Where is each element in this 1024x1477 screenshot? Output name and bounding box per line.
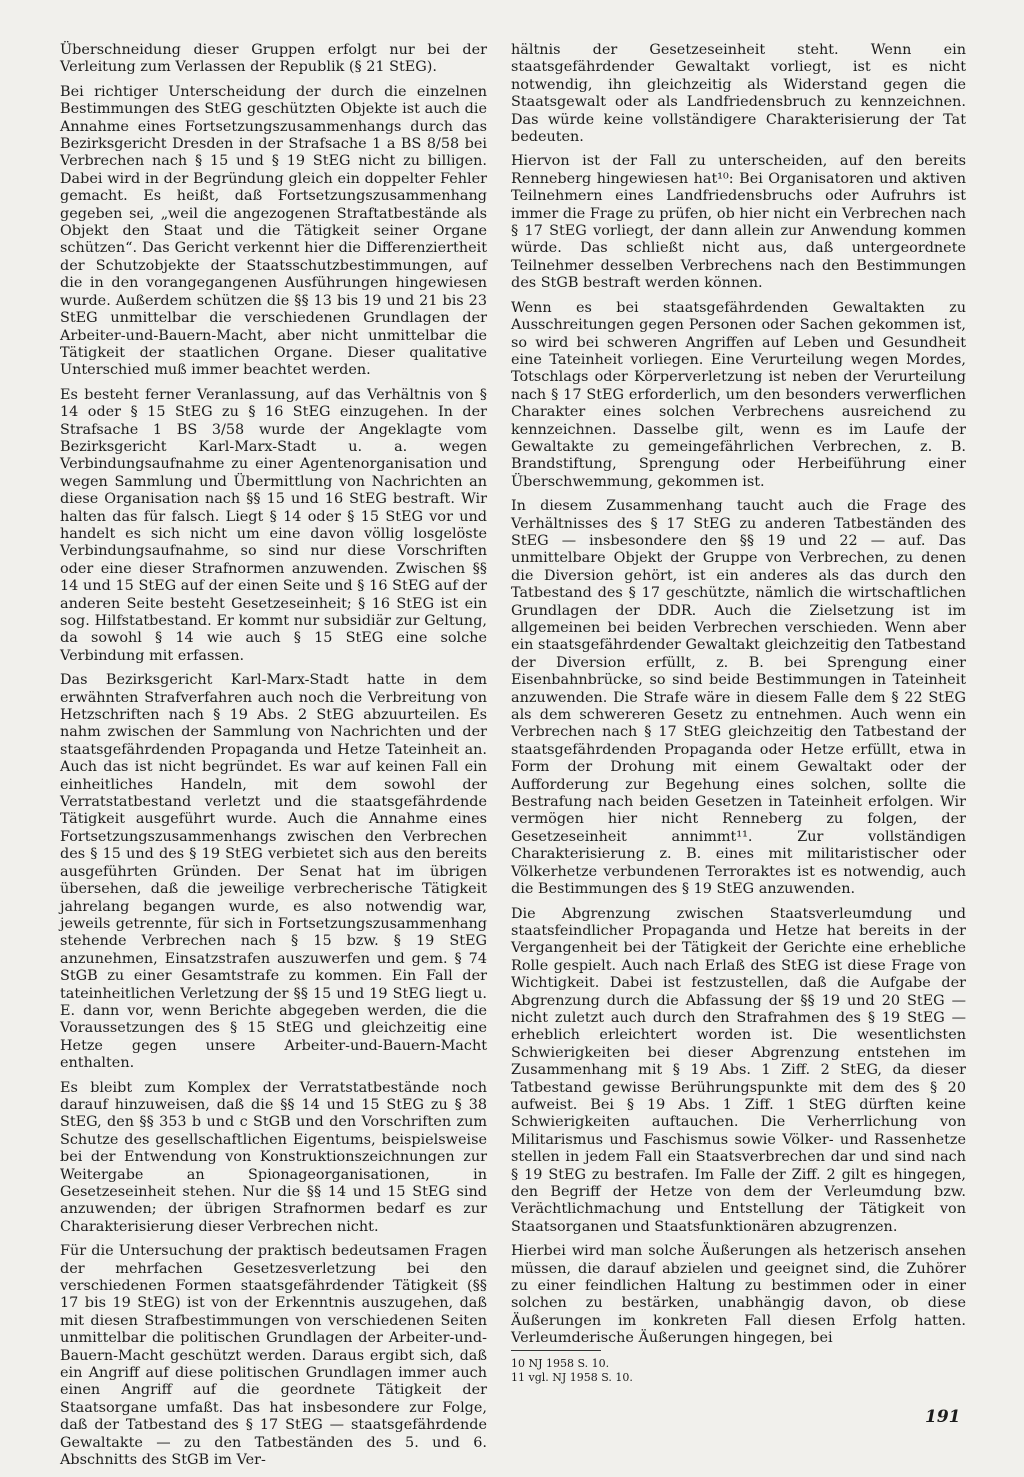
paragraph: Hierbei wird man solche Äußerungen als hetzerisch ansehen müssen, die darauf abzielen und geeignet sind, die Zuhörer zu einer feindlichen Haltung zu bestimmen oder in einer solchen zu bestärken, unabhängig davon, ob diese Äußerungen im konkreten Fall diesen Erfolg hatten. Verleumderische Äußerungen hingegen, bei <box>511 1243 966 1347</box>
paragraph: Hiervon ist der Fall zu unterscheiden, auf den bereits Renneberg hingewiesen hat¹⁰: Bei Organisatoren und aktiven Teilnehmern eines Landfriedensbruchs oder Aufruhrs ist immer die Frage zu prüfen, ob hier nicht ein Verbrechen nach § 17 StEG vorliegt, der dann allein zur Anwendung kommen würde. Das schließt nicht aus, daß untergeordnete Teilnehmer desselben Verbrechens nach den Bestimmungen des StGB bestraft werden können. <box>511 153 966 292</box>
paragraph: In diesem Zusammenhang taucht auch die Frage des Verhältnisses des § 17 StEG zu anderen Tatbeständen des StEG — insbesondere den §§ 19 und 22 — auf. Das unmittelbare Objekt der Gruppe von Verbrechen, zu denen die Diversion gehört, ist ein anderes als das durch den Tatbestand des § 17 geschützte, nämlich die wirtschaftlichen Grundlagen der DDR. Auch die Zielsetzung ist im allgemeinen bei beiden Verbrechen verschieden. Wenn aber ein staatsgefährdender Gewaltakt gleichzeitig den Tatbestand der Diversion erfüllt, z. B. bei Sprengung einer Eisenbahnbrücke, so sind beide Bestimmungen in Tateinheit anzuwenden. Die Strafe wäre in diesem Falle dem § 22 StEG als dem schwereren Gesetz zu entnehmen. Auch wenn ein Verbrechen nach § 17 StEG gleichzeitig den Tatbestand der staatsgefährdenden Propaganda oder Hetze erfüllt, etwa in Form der Drohung mit einem Gewaltakt oder der Aufforderung zur Begehung eines solchen, sollte die Bestrafung nach beiden Gesetzen in Tateinheit erfolgen. Wir vermögen hier nicht Renneberg zu folgen, der Gesetzeseinheit annimmt¹¹. Zur vollständigen Charakterisierung z. B. eines mit militaristischer oder Völkerhetze verbundenen Terroraktes ist es notwendig, auch die Bestimmungen des § 19 StEG anzuwenden. <box>511 498 966 898</box>
footnote-divider <box>511 1350 601 1351</box>
left-column <box>60 42 487 1477</box>
paragraph: Das Bezirksgericht Karl-Marx-Stadt hatte in dem erwähnten Strafverfahren auch noch die Verbreitung von Hetzschriften nach § 19 Abs. 2 StEG abzuurteilen. Es nahm zwischen der Sammlung von Nachrichten und der staatsgefährdenden Propaganda und Hetze Tateinheit an. Auch das ist nicht begründet. Es war auf keinen Fall ein einheitliches Handeln, mit dem sowohl der Verratstatbestand verletzt und die staatsgefährdende Tätigkeit ausgeführt wurde. Auch die Annahme eines Fortsetzungszusammenhangs zwischen den Verbrechen des § 15 und des § 19 StEG verbietet sich aus den bereits ausgeführten Gründen. Der Senat hat im übrigen übersehen, daß die jeweilige verbrecherische Tätigkeit jahrelang begangen wurde, es also notwendig war, jeweils getrennte, für sich in Fortsetzungszusammenhang stehende Verbrechen nach § 15 bzw. § 19 StEG anzunehmen, Einsatzstrafen auszuwerfen und gem. § 74 StGB zu einer Gesamtstrafe zu kommen. Ein Fall der tateinheitlichen Verletzung der §§ 15 und 19 StEG liegt u. E. dann vor, wenn Berichte abgegeben werden, die die Voraussetzungen des § 15 StEG und gleichzeitig eine Hetze gegen unsere Arbeiter-und-Bauern-Macht enthalten. <box>60 672 487 1072</box>
footnote: 10 NJ 1958 S. 10. <box>511 1357 610 1370</box>
right-column <box>511 42 966 1355</box>
paragraph: Bei richtiger Unterscheidung der durch die einzelnen Bestimmungen des StEG geschützten Objekte ist auch die Annahme eines Fortsetzungszusammenhangs durch das Bezirksgericht Dresden in der Strafsache 1 a BS 8/58 bei Verbrechen nach § 15 und § 19 StEG nicht zu billigen. Dabei wird in der Begründung gleich ein doppelter Fehler gemacht. Es heißt, daß Fortsetzungszusammenhang gegeben sei, „weil die angezogenen Straftatbestände als Objekt den Staat und die Tätigkeit seiner Organe schützen“. Das Gericht verkennt hier die Differenziertheit der Schutzobjekte der Staatsschutzbestimmungen, auf die in den vorangegangenen Ausführungen hingewiesen wurde. Außerdem schützen die §§ 13 bis 19 und 21 bis 23 StEG unmittelbar die verschiedenen Grundlagen der Arbeiter-und-Bauern-Macht, aber nicht unmittelbar die Tätigkeit der staatlichen Organe. Dieser qualitative Unterschied muß immer beachtet werden. <box>60 83 487 379</box>
paragraph: Die Abgrenzung zwischen Staatsverleumdung und staatsfeindlicher Propaganda und Hetze hat bereits in der Vergangenheit bei der Tätigkeit der Gerichte eine erhebliche Rolle gespielt. Auch nach Erlaß des StEG ist diese Frage von Wichtigkeit. Dabei ist festzustellen, daß die Aufgabe der Abgrenzung durch die Abfassung der §§ 19 und 20 StEG — nicht zuletzt auch durch den Strafrahmen des § 19 StEG — erheblich erleichtert worden ist. Die wesentlichsten Schwierigkeiten bei dieser Abgrenzung entstehen im Zusammenhang mit § 19 Abs. 1 Ziff. 2 StEG, da dieser Tatbestand gewisse Berührungspunkte mit dem des § 20 aufweist. Bei § 19 Abs. 1 Ziff. 1 StEG dürften keine Schwierigkeiten auftauchen. Die Verherrlichung von Militarismus und Faschismus sowie Völker- und Rassenhetze stellen in jedem Fall ein Staatsverbrechen dar und sind nach § 19 StEG zu bestrafen. Im Falle der Ziff. 2 gilt es hingegen, den Begriff der Hetze von dem der Verleumdung bzw. Verächtlichmachung und Entstellung der Tätigkeit von Staatsorganen und Staatsfunktionären abzugrenzen. <box>511 905 966 1235</box>
paragraph: Für die Untersuchung der praktisch bedeutsamen Fragen der mehrfachen Gesetzesverletzung bei den verschiedenen Formen staatsgefährdender Tätigkeit (§§ 17 bis 19 StEG) ist von der Erkenntnis auszugehen, daß mit diesen Strafbestimmungen von verschiedenen Seiten unmittelbar die politischen Grundlagen der Arbeiter-und-Bauern-Macht geschützt werden. Daraus ergibt sich, daß ein Angriff auf diese politischen Grundlagen immer auch einen Angriff auf die geordnete Tätigkeit der Staatsorgane umfaßt. Das hat insbesondere zur Folge, daß der Tatbestand des § 17 StEG — staatsgefährdende Gewaltakte — zu den Tatbeständen des 5. und 6. Abschnitts des StGB im Ver- <box>60 1243 487 1469</box>
paragraph: hältnis der Gesetzeseinheit steht. Wenn ein staatsgefährdender Gewaltakt vorliegt, ist es nicht notwendig, ihn gleichzeitig als Widerstand gegen die Staatsgewalt oder als Landfriedensbruch zu kennzeichnen. Das würde keine vollständigere Charakterisierung der Tat bedeuten. <box>511 42 966 146</box>
paragraph: Überschneidung dieser Gruppen erfolgt nur bei der Verleitung zum Verlassen der Republik (§ 21 StEG). <box>60 42 487 76</box>
page-number: 191 <box>925 1407 961 1427</box>
footnote: 11 vgl. NJ 1958 S. 10. <box>511 1371 633 1384</box>
paragraph: Es bleibt zum Komplex der Verratstatbestände noch darauf hinzuweisen, daß die §§ 14 und 15 StEG zu § 38 StEG, den §§ 353 b und c StGB und den Vorschriften zum Schutze des gesellschaftlichen Eigentums, beispielsweise bei der Entwendung von Konstruktionszeichnungen zur Weitergabe an Spionageorganisationen, in Gesetzeseinheit stehen. Nur die §§ 14 und 15 StEG sind anzuwenden; der übrigen Strafnormen bedarf es zur Charakterisierung dieser Verbrechen nicht. <box>60 1079 487 1235</box>
paragraph: Es besteht ferner Veranlassung, auf das Verhältnis von § 14 oder § 15 StEG zu § 16 StEG einzugehen. In der Strafsache 1 BS 3/58 wurde der Angeklagte vom Bezirksgericht Karl-Marx-Stadt u. a. wegen Verbindungsaufnahme zu einer Agentenorganisation und wegen Sammlung und Übermittlung von Nachrichten an diese Organisation nach §§ 15 und 16 StEG bestraft. Wir halten das für falsch. Liegt § 14 oder § 15 StEG vor und handelt es sich nicht um eine davon völlig losgelöste Verbindungsaufnahme, so sind nur diese Vorschriften oder eine dieser Strafnormen anzuwenden. Zwischen §§ 14 und 15 StEG auf der einen Seite und § 16 StEG auf der anderen Seite besteht Gesetzeseinheit; § 16 StEG ist ein sog. Hilfstatbestand. Er kommt nur subsidiär zur Geltung, da sowohl § 14 wie auch § 15 StEG eine solche Verbindung mit erfassen. <box>60 386 487 664</box>
paragraph: Wenn es bei staatsgefährdenden Gewaltakten zu Ausschreitungen gegen Personen oder Sachen gekommen ist, so wird bei schweren Angriffen auf Leben und Gesundheit eine Tateinheit vorliegen. Eine Verurteilung wegen Mordes, Totschlags oder Körperverletzung ist neben der Verurteilung nach § 17 StEG erforderlich, um den besonders verwerflichen Charakter eines solchen Verbrechens ausreichend zu kennzeichnen. Dasselbe gilt, wenn es im Laufe der Gewaltakte zu gemeingefährlichen Verbrechen, z. B. Brandstiftung, Sprengung oder Herbeiführung einer Überschwemmung, gekommen ist. <box>511 299 966 490</box>
footnotes <box>511 1350 966 1385</box>
